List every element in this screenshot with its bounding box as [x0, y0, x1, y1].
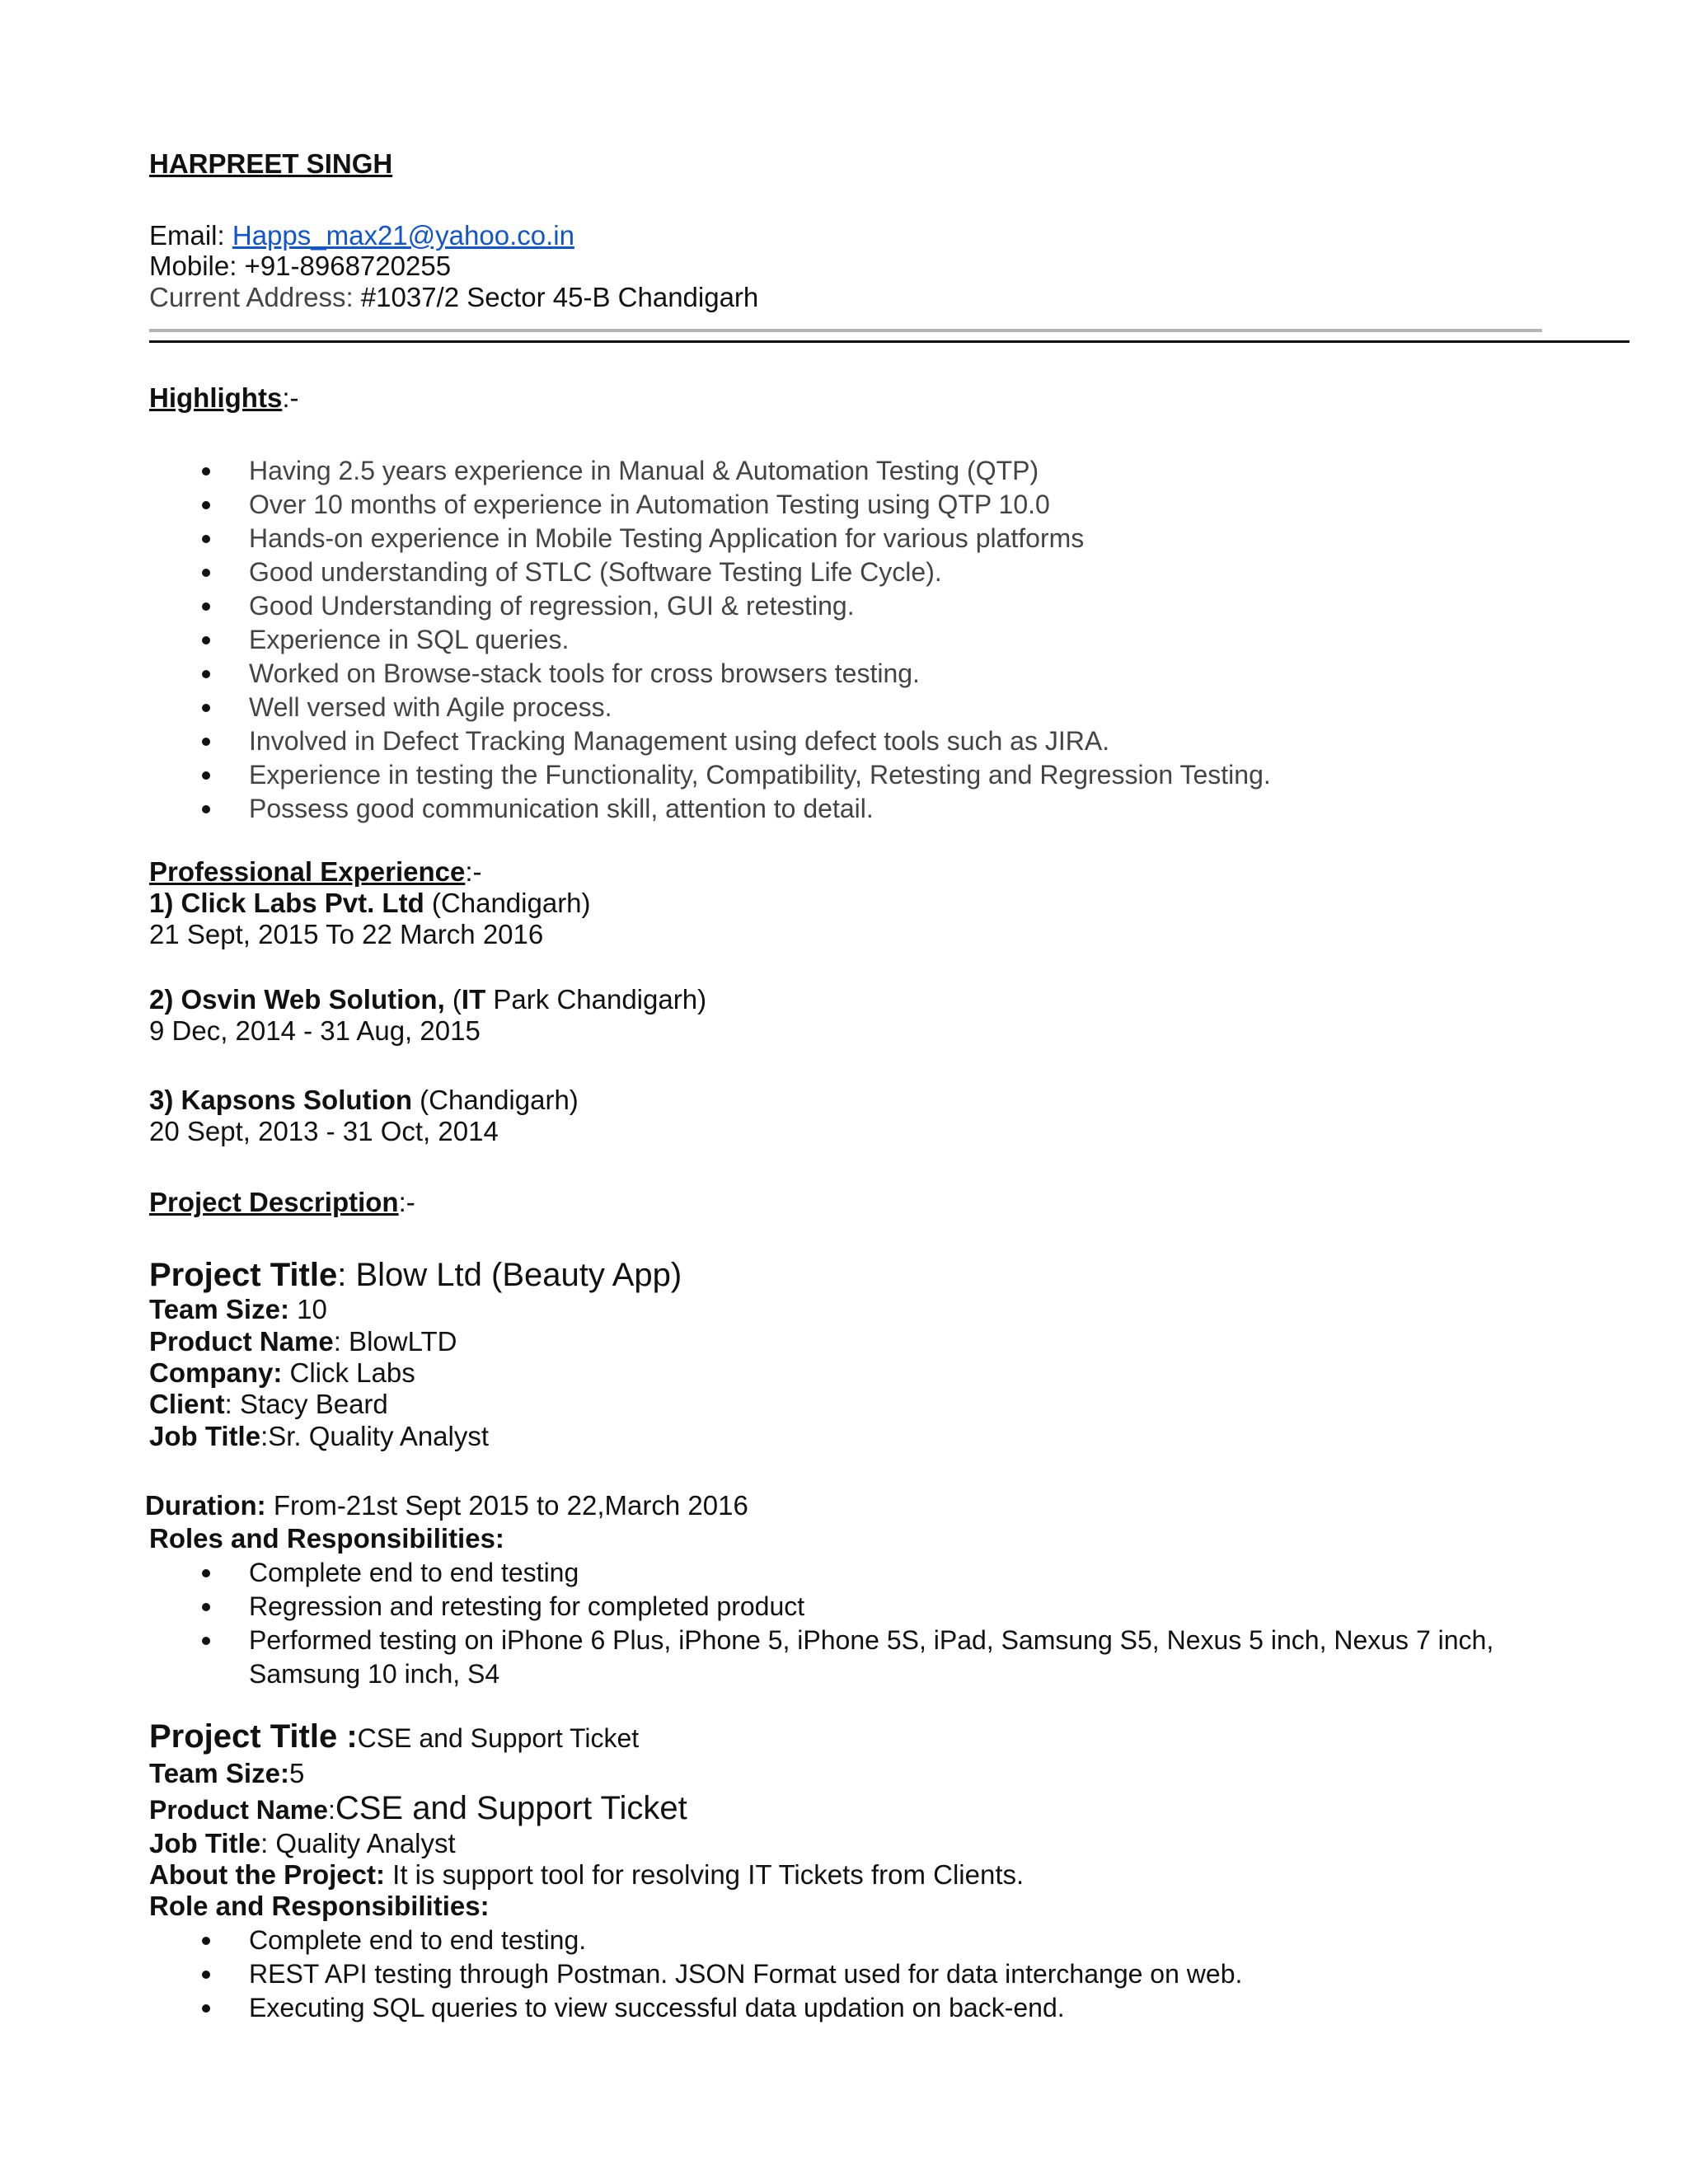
list-item: [149, 454, 1271, 488]
field-value: Click Labs: [282, 1357, 415, 1388]
list-item-text: Having 2.5 years experience in Manual & Automation Testing (QTP): [249, 456, 1039, 485]
mobile-line: Mobile: +91-8968720255: [149, 251, 452, 281]
project1-job-title: [149, 1420, 489, 1453]
field-value: From-21st Sept 2015 to 22,March 2016: [265, 1490, 748, 1521]
list-item: [149, 724, 1271, 758]
job-company-line: [149, 1084, 579, 1117]
field-value: : BlowLTD: [333, 1326, 457, 1357]
job-location-bold: IT: [461, 984, 486, 1015]
job-dates: 9 Dec, 2014 - 31 Aug, 2015: [149, 1015, 481, 1046]
bullet-icon: [202, 1603, 210, 1611]
bullet-icon: [202, 602, 210, 611]
job-dates: 21 Sept, 2015 To 22 March 2016: [149, 919, 544, 949]
bullet-icon: [202, 1637, 210, 1645]
field-value: 5: [288, 1758, 305, 1788]
list-item-text: REST API testing through Postman. JSON Format used for data interchange on web.: [249, 1959, 1243, 1989]
email-link[interactable]: Happs_max21@yahoo.co.in: [232, 220, 574, 251]
bullet-icon: [202, 805, 210, 813]
list-item: [149, 691, 1271, 724]
list-item: [149, 758, 1271, 792]
list-item-text: Well versed with Agile process.: [249, 692, 612, 722]
projects-heading: [149, 1186, 415, 1219]
list-item: [149, 1957, 1242, 1991]
field-label: Company:: [149, 1357, 283, 1388]
candidate-name: HARPREET SINGH: [149, 148, 393, 179]
field-label: Team Size:: [149, 1758, 289, 1788]
email-label: Email:: [149, 220, 232, 251]
address-value: #1037/2 Sector 45-B Chandigarh: [360, 282, 759, 312]
divider-black: [149, 340, 1629, 343]
job-company: 3) Kapsons Solution: [149, 1085, 413, 1115]
bullet-icon: [202, 1937, 210, 1945]
job-location: (Chandigarh): [412, 1085, 579, 1115]
field-value: CSE and Support Ticket: [335, 1790, 687, 1826]
project-title-label: Project Title: [149, 1257, 338, 1293]
field-value: 10: [288, 1294, 327, 1324]
list-item-text: Complete end to end testing.: [249, 1925, 587, 1955]
list-item: [149, 792, 1271, 826]
email-line: [149, 219, 574, 252]
project2-team-size: [149, 1757, 304, 1790]
list-item-text: Experience in testing the Functionality, Compatibility, Retesting and Regression Testing.: [249, 760, 1271, 790]
project2-roles-label: Role and Responsibilities:: [149, 1891, 490, 1921]
list-item-text: Executing SQL queries to view successful data updation on back-end.: [249, 1993, 1065, 2022]
bullet-icon: [202, 569, 210, 577]
list-item-text: Worked on Browse-stack tools for cross browsers testing.: [249, 658, 920, 688]
highlights-list: [149, 454, 1271, 826]
project2-job-title: [149, 1827, 456, 1860]
list-item-text: Possess good communication skill, attention to detail.: [249, 794, 874, 823]
highlights-heading-text: Highlights: [149, 382, 283, 413]
experience-heading-suffix: :-: [465, 856, 482, 887]
list-item-text: Hands-on experience in Mobile Testing Application for various platforms: [249, 523, 1085, 553]
list-item-text: Regression and retesting for completed product: [249, 1591, 805, 1621]
address-line: [149, 281, 758, 314]
divider-grey: [149, 329, 1542, 332]
project-title-label: Project Title :: [149, 1718, 358, 1755]
field-value: :Sr. Quality Analyst: [260, 1421, 490, 1451]
job-location: (Chandigarh): [424, 888, 591, 918]
bullet-icon: [202, 2004, 210, 2013]
address-label: Current Address:: [149, 282, 361, 312]
list-item-text: Experience in SQL queries.: [249, 625, 570, 654]
field-label: Product Name: [149, 1326, 334, 1357]
experience-heading-text: Professional Experience: [149, 856, 466, 887]
list-item-text: Good Understanding of regression, GUI & retesting.: [249, 591, 855, 621]
bullet-icon: [202, 535, 210, 543]
field-label: Duration:: [145, 1490, 266, 1521]
job-dates: 20 Sept, 2013 - 31 Oct, 2014: [149, 1116, 499, 1146]
bullet-icon: [202, 704, 210, 712]
project1-roles-list: [149, 1556, 1568, 1691]
bullet-icon: [202, 670, 210, 678]
field-value: : Quality Analyst: [260, 1828, 456, 1858]
bullet-icon: [202, 501, 210, 509]
list-item: [149, 488, 1271, 522]
field-value: It is support tool for resolving IT Tickets from Clients.: [385, 1859, 1025, 1890]
list-item: [149, 1556, 1568, 1590]
bullet-icon: [202, 467, 210, 476]
highlights-heading-suffix: :-: [282, 382, 299, 413]
list-item: [149, 1590, 1568, 1624]
project2-roles-list: [149, 1924, 1242, 2025]
project1-duration: [145, 1489, 748, 1522]
bullet-icon: [202, 738, 210, 746]
list-item: [149, 623, 1271, 657]
field-label: About the Project:: [149, 1859, 385, 1890]
bullet-icon: [202, 636, 210, 644]
field-label: Job Title: [149, 1421, 261, 1451]
list-item-text: Over 10 months of experience in Automation Testing using QTP 10.0: [249, 490, 1050, 519]
field-label: Product Name: [149, 1795, 328, 1825]
field-label: Client: [149, 1389, 225, 1419]
job-company: 1) Click Labs Pvt. Ltd: [149, 888, 424, 918]
list-item: [149, 1924, 1242, 1957]
projects-heading-suffix: :-: [398, 1187, 415, 1217]
project1-team-size: [149, 1293, 327, 1326]
job-company-line: [149, 887, 591, 920]
field-value: : Stacy Beard: [224, 1389, 388, 1419]
job-company-line: [149, 983, 706, 1016]
job-company: 2) Osvin Web Solution,: [149, 984, 445, 1015]
project2-about: [149, 1858, 1024, 1891]
list-item-text: Complete end to end testing: [249, 1558, 579, 1587]
project-title-value: CSE and Support Ticket: [357, 1723, 640, 1753]
project1-product-name: [149, 1325, 457, 1358]
list-item-text: Good understanding of STLC (Software Testing Life Cycle).: [249, 557, 942, 587]
project1-roles-label: Roles and Responsibilities:: [149, 1523, 504, 1554]
project1-company: [149, 1357, 415, 1390]
highlights-heading: [149, 382, 298, 415]
list-item-text: Involved in Defect Tracking Management using defect tools such as JIRA.: [249, 726, 1110, 756]
list-item-text: Performed testing on iPhone 6 Plus, iPhone 5, iPhone 5S, iPad, Samsung S5, Nexus 5 inch, Nexus 7 inch, Samsung 10 inch, S4: [249, 1625, 1494, 1689]
bullet-icon: [202, 1569, 210, 1577]
list-item: [149, 555, 1271, 589]
list-item: [149, 1991, 1242, 2025]
field-label: Team Size:: [149, 1294, 289, 1324]
experience-heading: [149, 855, 482, 888]
list-item: [149, 657, 1271, 691]
project-title-value: : Blow Ltd (Beauty App): [337, 1257, 682, 1293]
field-label: Job Title: [149, 1828, 261, 1858]
projects-heading-text: Project Description: [149, 1187, 399, 1217]
list-item: [149, 589, 1271, 623]
bullet-icon: [202, 771, 210, 780]
list-item: [149, 522, 1271, 555]
project1-client: [149, 1388, 388, 1421]
field-colon: :: [327, 1795, 335, 1825]
bullet-icon: [202, 1971, 210, 1979]
job-location-prefix: (: [444, 984, 462, 1015]
job-location: Park Chandigarh): [485, 984, 707, 1015]
list-item: [149, 1624, 1568, 1691]
